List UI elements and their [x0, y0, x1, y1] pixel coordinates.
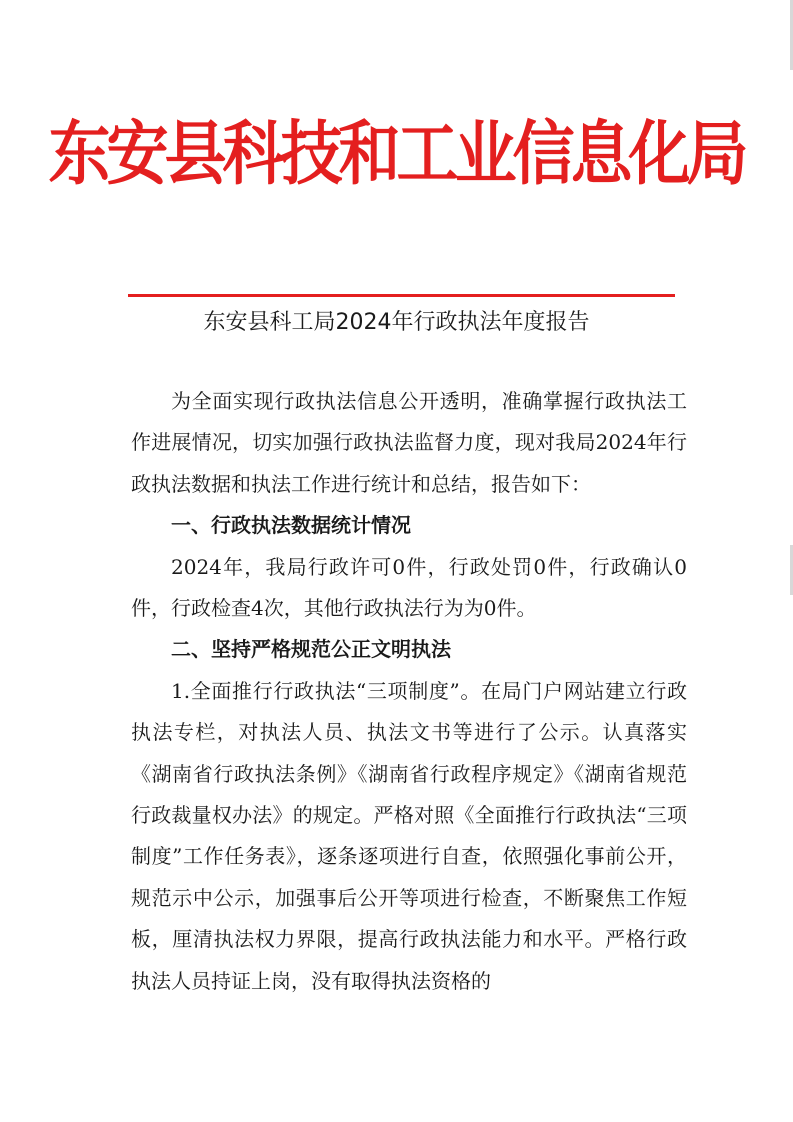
- section-2-item-1-paragraph: 1.全面推行行政执法“三项制度”。在局门户网站建立行政执法专栏，对执法人员、执法文书等进行了公示。认真落实《湖南省行政执法条例》《湖南省行政程序规定》《湖南省规范行政裁量权办法》的规定。严格对照《全面推行行政执法“三项制度”工作任务表》，逐条逐项进行自查，依照强化事前公开，规范示中公示，加强事后公开等项进行检查，不断聚焦工作短板，厘清执法权力界限，提高行政执法能力和水平。严格行政执法人员持证上岗，没有取得执法资格的: [131, 678, 687, 993]
- masthead-org-name: 东安县科技和工业信息化局: [48, 112, 745, 195]
- document-body: [131, 381, 687, 1002]
- document-title: 东安县科工局2024年行政执法年度报告: [203, 310, 590, 335]
- section-2-heading: 二、坚持严格规范公正文明执法: [171, 637, 451, 662]
- section-1-paragraph: 2024年，我局行政许可0件，行政处罚0件，行政确认0件，行政检查4次，其他行政执法行为为0件。: [131, 554, 687, 621]
- red-header-rule: [128, 294, 675, 297]
- section-1-heading: 一、行政执法数据统计情况: [171, 513, 411, 538]
- intro-paragraph: 为全面实现行政执法信息公开透明，准确掌握行政执法工作进展情况，切实加强行政执法监督力度，现对我局2024年行政执法数据和执法工作进行统计和总结，报告如下：: [131, 389, 687, 496]
